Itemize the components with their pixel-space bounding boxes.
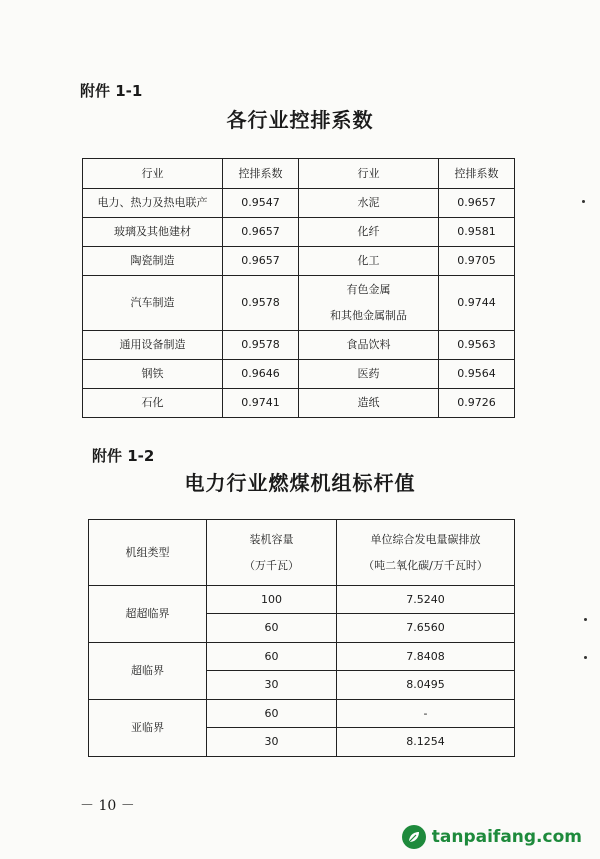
watermark	[402, 825, 582, 849]
emission-cell: 8.0495	[337, 671, 515, 700]
coefficient-table	[82, 158, 515, 418]
table-row	[83, 189, 515, 218]
industry-cell	[299, 276, 439, 331]
table-row	[83, 360, 515, 389]
coefficient-cell: 0.9741	[223, 389, 299, 418]
capacity-cell: 30	[207, 728, 337, 757]
coefficient-cell: 0.9581	[439, 218, 515, 247]
unit-type-cell: 超超临界	[89, 586, 207, 643]
coefficient-cell: 0.9657	[439, 189, 515, 218]
table-row	[89, 586, 515, 614]
header-industry-1: 行业	[83, 159, 223, 189]
industry-line: 和其他金属制品	[330, 309, 407, 322]
table-row	[83, 276, 515, 331]
header-coefficient-2: 控排系数	[439, 159, 515, 189]
capacity-cell: 30	[207, 671, 337, 700]
capacity-cell: 60	[207, 700, 337, 728]
coefficient-cell: 0.9563	[439, 331, 515, 360]
industry-cell: 食品饮料	[299, 331, 439, 360]
emission-cell: 7.6560	[337, 614, 515, 643]
coefficient-cell: 0.9578	[223, 331, 299, 360]
emission-cell: 8.1254	[337, 728, 515, 757]
industry-cell: 通用设备制造	[83, 331, 223, 360]
capacity-cell: 60	[207, 614, 337, 643]
coefficient-cell: 0.9578	[223, 276, 299, 331]
industry-cell: 水泥	[299, 189, 439, 218]
table-row	[83, 389, 515, 418]
watermark-text: tanpaifang.com	[431, 827, 582, 847]
capacity-cell: 60	[207, 643, 337, 671]
industry-cell: 玻璃及其他建材	[83, 218, 223, 247]
table-row	[83, 218, 515, 247]
emission-cell: -	[337, 700, 515, 728]
table-row	[83, 247, 515, 276]
header-capacity	[207, 520, 337, 586]
industry-cell: 汽车制造	[83, 276, 223, 331]
emission-cell: 7.8408	[337, 643, 515, 671]
coefficient-cell: 0.9726	[439, 389, 515, 418]
industry-cell: 造纸	[299, 389, 439, 418]
scan-speck	[582, 200, 585, 203]
header-emission	[337, 520, 515, 586]
industry-cell: 电力、热力及热电联产	[83, 189, 223, 218]
industry-cell: 化纤	[299, 218, 439, 247]
coefficient-cell: 0.9657	[223, 218, 299, 247]
header-capacity-unit: （万千瓦）	[244, 558, 299, 572]
industry-cell: 钢铁	[83, 360, 223, 389]
table-row	[89, 643, 515, 671]
unit-type-cell: 超临界	[89, 643, 207, 700]
appendix-2-label: 附件 1-2	[92, 447, 155, 465]
header-emission-line: 单位综合发电量碳排放	[370, 532, 481, 546]
industry-cell: 医药	[299, 360, 439, 389]
industry-line: 有色金属	[346, 283, 391, 296]
coefficient-cell: 0.9657	[223, 247, 299, 276]
coefficient-cell: 0.9547	[223, 189, 299, 218]
coefficient-cell: 0.9646	[223, 360, 299, 389]
industry-cell: 石化	[83, 389, 223, 418]
table-header-row	[89, 520, 515, 586]
industry-cell: 陶瓷制造	[83, 247, 223, 276]
emission-cell: 7.5240	[337, 586, 515, 614]
table-header-row	[83, 159, 515, 189]
leaf-icon	[402, 825, 426, 849]
header-coefficient-1: 控排系数	[223, 159, 299, 189]
header-unit-type: 机组类型	[89, 520, 207, 586]
table-row	[83, 331, 515, 360]
benchmark-table	[88, 519, 515, 757]
page-number: － 10 －	[80, 798, 135, 814]
unit-type-cell: 亚临界	[89, 700, 207, 757]
header-capacity-line: 装机容量	[249, 532, 294, 546]
appendix-1-title: 各行业控排系数	[226, 108, 374, 132]
scan-speck	[584, 618, 587, 621]
coefficient-cell: 0.9705	[439, 247, 515, 276]
table-row	[89, 700, 515, 728]
appendix-1-label: 附件 1-1	[80, 82, 143, 100]
coefficient-cell: 0.9744	[439, 276, 515, 331]
header-industry-2: 行业	[299, 159, 439, 189]
capacity-cell: 100	[207, 586, 337, 614]
header-emission-unit: （吨二氧化碳/万千瓦时）	[363, 558, 488, 572]
coefficient-cell: 0.9564	[439, 360, 515, 389]
appendix-2-title: 电力行业燃煤机组标杆值	[184, 471, 416, 495]
industry-cell: 化工	[299, 247, 439, 276]
scan-speck	[584, 656, 587, 659]
